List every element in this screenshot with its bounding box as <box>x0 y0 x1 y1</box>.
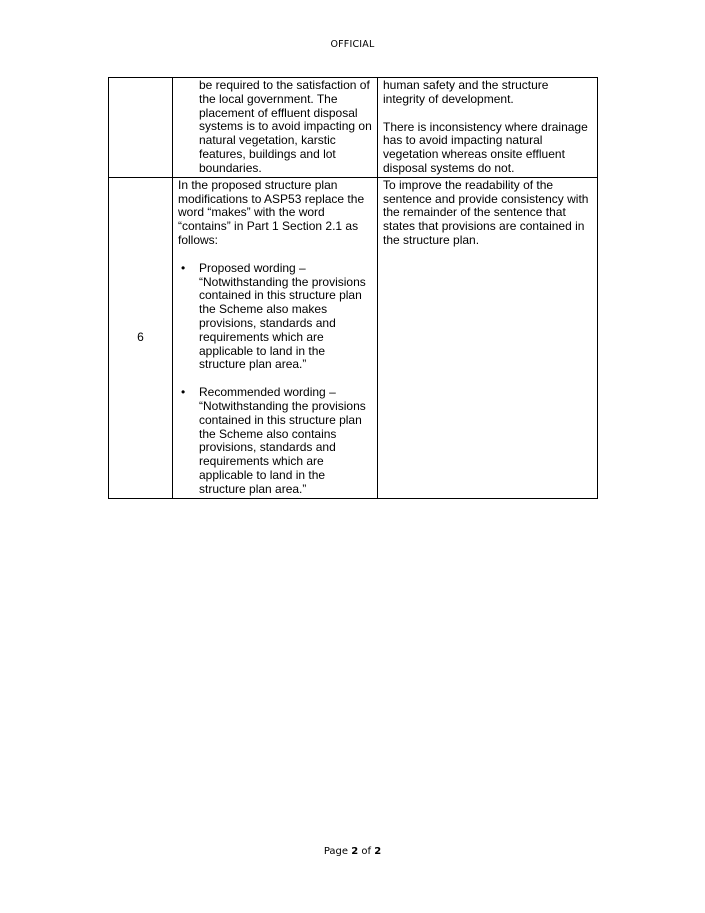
page-total: 2 <box>374 846 382 857</box>
classification-header: OFFICIAL <box>330 39 375 50</box>
table-row <box>109 78 598 178</box>
row-number-cell <box>109 78 173 178</box>
modification-cell <box>173 78 378 178</box>
list-item <box>178 386 372 496</box>
comments-table <box>108 77 598 499</box>
modification-cell <box>173 177 378 498</box>
page-footer <box>0 846 705 857</box>
reason-paragraph: There is inconsistency where drainage has to avoid impacting natural vegetation whereas onsite effluent disposal systems do not. <box>383 119 588 175</box>
list-item <box>178 262 372 372</box>
bullet-icon: • <box>181 385 186 400</box>
reason-paragraph: To improve the readability of the sentence and provide consistency with the remainder of the sentence that states that provisions are contained in the structure plan. <box>383 177 589 247</box>
modification-intro: In the proposed structure plan modifications to ASP53 replace the word “makes” with the word “contains” in Part 1 Section 2.1 as follows: <box>178 177 365 247</box>
reason-cell <box>378 78 598 178</box>
wording-list <box>178 262 372 497</box>
page-label: Page <box>323 846 349 857</box>
table-row <box>109 177 598 498</box>
row-number-cell: 6 <box>109 177 173 498</box>
recommended-wording: Recommended wording – “Notwithstanding the provisions contained in this structure plan the Scheme also contains provisions, standards and requirements which are applicable to land in the structure plan area.” <box>199 385 366 496</box>
page-of: of <box>361 846 372 857</box>
continued-text: be required to the satisfaction of the local government. The placement of effluent disposal systems is to avoid impacting on natural vegetation, karstic features, buildings and lot boundaries. <box>199 78 372 175</box>
reason-paragraph: human safety and the structure integrity of development. <box>383 78 549 106</box>
bullet-icon: • <box>181 260 186 275</box>
proposed-wording: Proposed wording – “Notwithstanding the provisions contained in this structure plan the Scheme also makes provisions, standards and requirements which are applicable to land in the structure plan area.” <box>199 260 366 372</box>
page-current: 2 <box>351 846 359 857</box>
reason-cell <box>378 177 598 498</box>
